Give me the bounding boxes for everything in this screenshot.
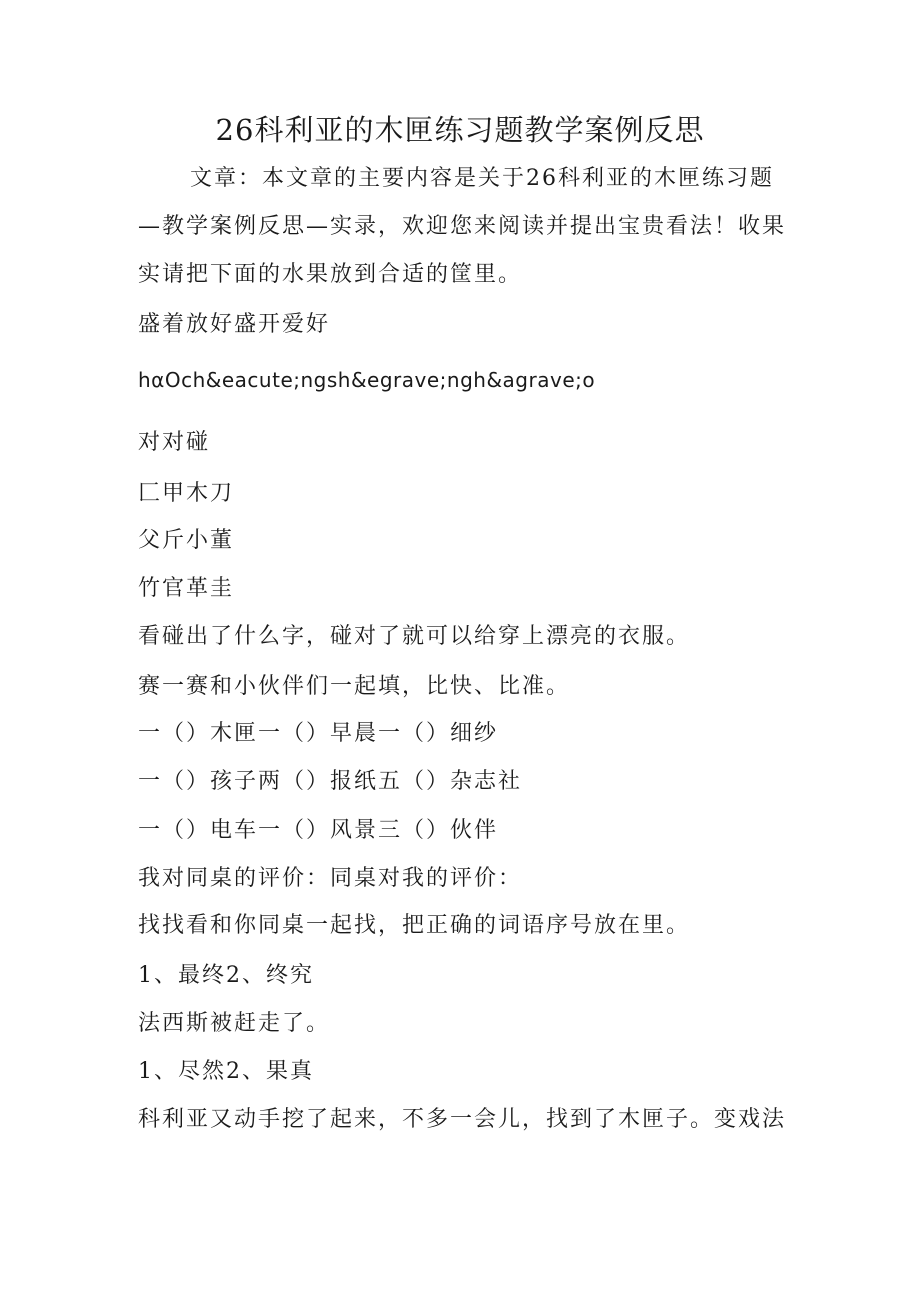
text-line: 我对同桌的评价：同桌对我的评价： bbox=[138, 866, 523, 891]
text-line: 盛着放好盛开爱好 bbox=[138, 312, 331, 337]
text-line: 找找看和你同桌一起找，把正确的词语序号放在里。 bbox=[138, 913, 691, 938]
word-choice-line: 1、最终2、终究 bbox=[138, 963, 314, 988]
pinyin-line: hαOch&eacute;ngsh&egrave;ngh&agrave;o bbox=[138, 368, 596, 392]
text-line: 看碰出了什么字，碰对了就可以给穿上漂亮的衣服。 bbox=[138, 624, 691, 649]
text-line: 父斤小董 bbox=[138, 528, 235, 553]
intro-line-3: 实请把下面的水果放到合适的筐里。 bbox=[138, 262, 523, 287]
word-choice-line: 1、尽然2、果真 bbox=[138, 1059, 314, 1084]
document-title: 26科利亚的木匣练习题教学案例反思 bbox=[215, 113, 705, 147]
intro-line-2: —教学案例反思—实录，欢迎您来阅读并提出宝贵看法！收果 bbox=[138, 214, 787, 239]
intro-line-1: 文章：本文章的主要内容是关于26科利亚的木匣练习题 bbox=[190, 166, 774, 191]
text-line: 匚甲木刀 bbox=[138, 481, 235, 506]
text-line: 竹官革圭 bbox=[138, 576, 235, 601]
fill-blank-line: 一（）电车一（）风景三（）伙伴 bbox=[138, 818, 499, 843]
text-line: 赛一赛和小伙伴们一起填，比快、比准。 bbox=[138, 674, 571, 699]
fill-blank-line: 一（）孩子两（）报纸五（）杂志社 bbox=[138, 769, 523, 794]
fill-blank-line: 一（）木匣一（）早晨一（）细纱 bbox=[138, 721, 499, 746]
text-line: 科利亚又动手挖了起来，不多一会儿，找到了木匣子。变戏法 bbox=[138, 1107, 787, 1132]
text-line: 法西斯被赶走了。 bbox=[138, 1011, 331, 1036]
section-heading: 对对碰 bbox=[138, 430, 211, 455]
